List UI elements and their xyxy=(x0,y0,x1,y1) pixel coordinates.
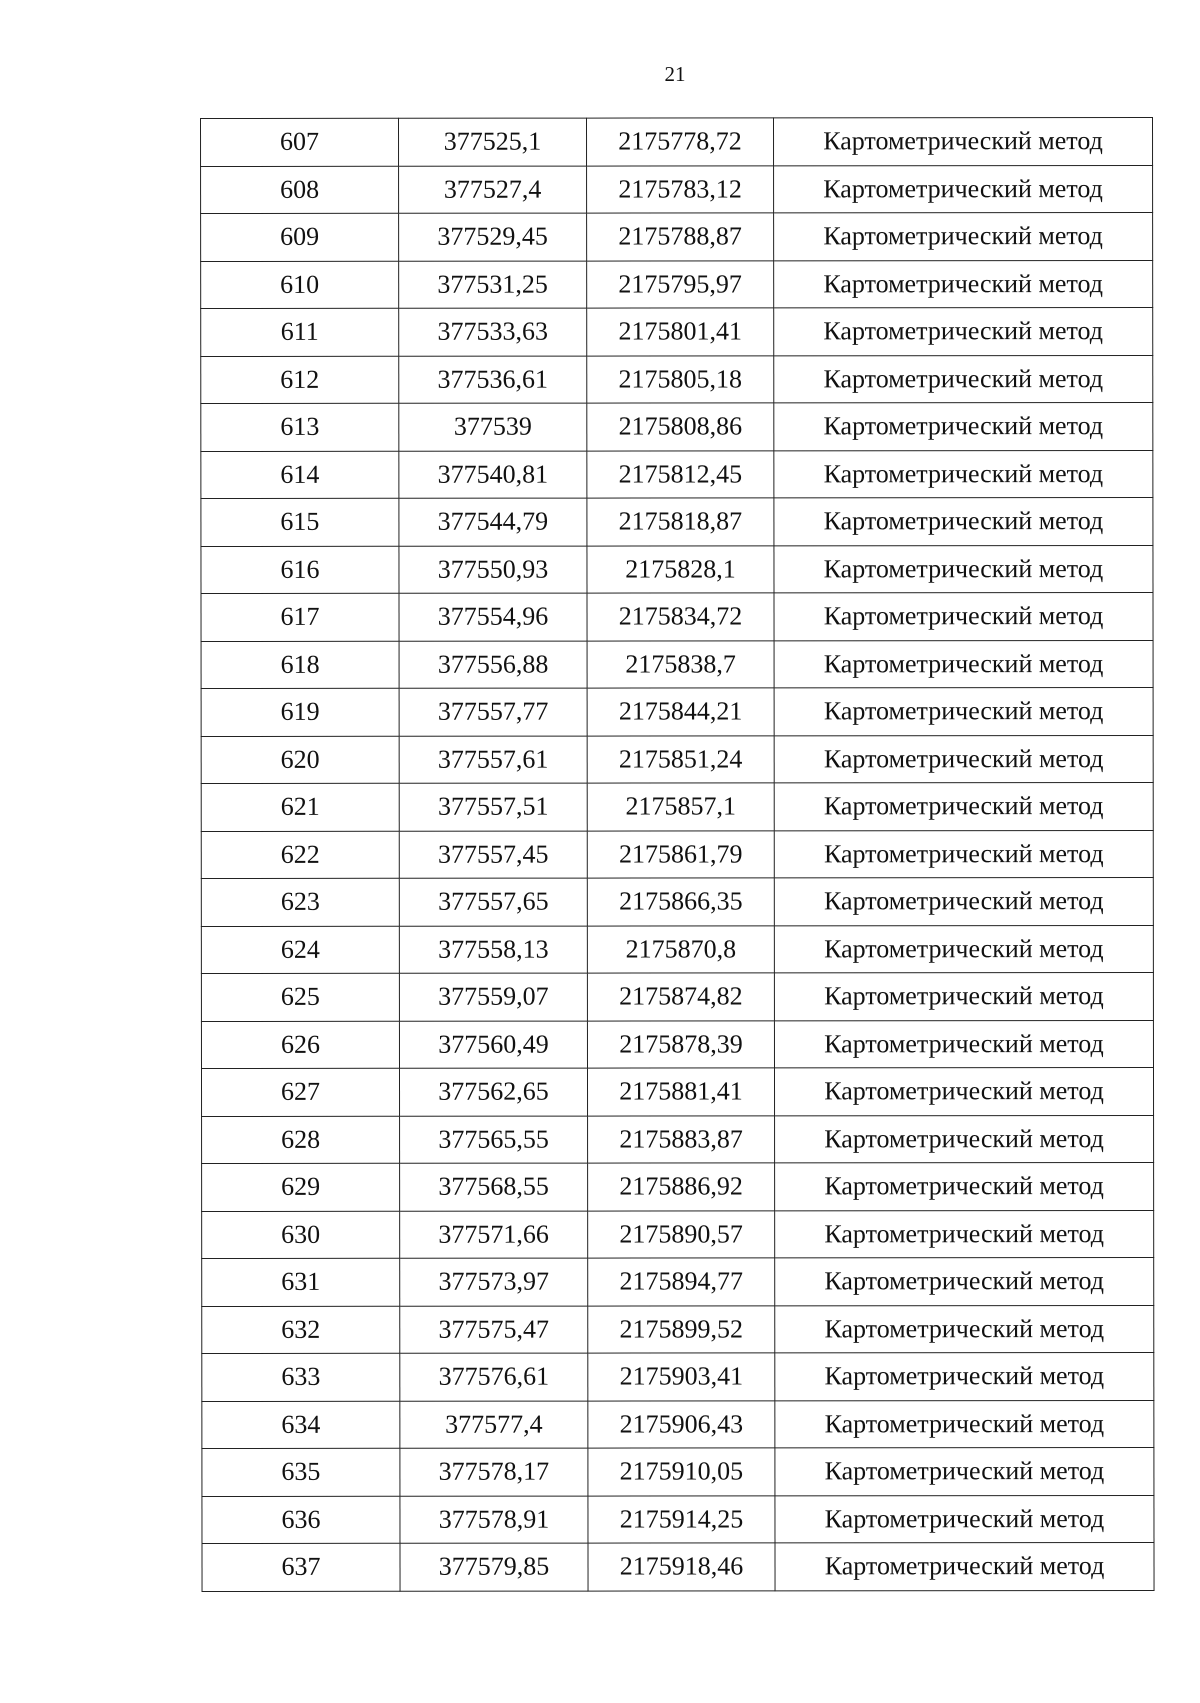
table-row xyxy=(201,735,1153,783)
table-row xyxy=(201,450,1153,498)
method-cell: Картометрический метод xyxy=(775,1210,1154,1258)
x-coordinate-cell: 377562,65 xyxy=(399,1068,587,1116)
table-row xyxy=(201,1020,1153,1068)
y-coordinate-cell: 2175808,86 xyxy=(587,403,774,451)
method-cell: Картометрический метод xyxy=(774,1020,1153,1068)
y-coordinate-cell: 2175906,43 xyxy=(588,1400,775,1448)
x-coordinate-cell: 377525,1 xyxy=(399,118,587,166)
table-row xyxy=(201,355,1153,403)
y-coordinate-cell: 2175878,39 xyxy=(587,1020,774,1068)
y-coordinate-cell: 2175866,35 xyxy=(587,878,774,926)
y-coordinate-cell: 2175870,8 xyxy=(587,925,774,973)
x-coordinate-cell: 377571,66 xyxy=(400,1211,588,1259)
y-coordinate-cell: 2175818,87 xyxy=(587,498,774,546)
point-number-cell: 636 xyxy=(202,1496,400,1544)
point-number-cell: 631 xyxy=(202,1258,400,1306)
y-coordinate-cell: 2175883,87 xyxy=(588,1115,775,1163)
method-cell: Картометрический метод xyxy=(774,118,1153,166)
page-number: 21 xyxy=(664,62,686,86)
y-coordinate-cell: 2175894,77 xyxy=(588,1258,775,1306)
point-number-cell: 607 xyxy=(201,118,399,166)
point-number-cell: 628 xyxy=(202,1116,400,1164)
table-row xyxy=(202,1400,1154,1448)
y-coordinate-cell: 2175861,79 xyxy=(587,830,774,878)
point-number-cell: 622 xyxy=(201,831,399,879)
point-number-cell: 619 xyxy=(201,688,399,736)
method-cell: Картометрический метод xyxy=(774,593,1153,641)
point-number-cell: 611 xyxy=(201,308,399,356)
method-cell: Картометрический метод xyxy=(775,1543,1154,1591)
y-coordinate-cell: 2175844,21 xyxy=(587,688,774,736)
table-row xyxy=(201,165,1153,213)
y-coordinate-cell: 2175805,18 xyxy=(587,355,774,403)
table-row xyxy=(202,1210,1154,1258)
x-coordinate-cell: 377531,25 xyxy=(399,261,587,309)
method-cell: Картометрический метод xyxy=(774,973,1153,1021)
x-coordinate-cell: 377529,45 xyxy=(399,213,587,261)
y-coordinate-cell: 2175903,41 xyxy=(588,1353,775,1401)
x-coordinate-cell: 377556,88 xyxy=(399,641,587,689)
table-row xyxy=(201,403,1153,451)
point-number-cell: 633 xyxy=(202,1353,400,1401)
x-coordinate-cell: 377575,47 xyxy=(400,1306,588,1354)
point-number-cell: 634 xyxy=(202,1401,400,1449)
y-coordinate-cell: 2175851,24 xyxy=(587,735,774,783)
method-cell: Картометрический метод xyxy=(774,735,1153,783)
table-row xyxy=(202,1543,1154,1591)
method-cell: Картометрический метод xyxy=(774,640,1153,688)
x-coordinate-cell: 377568,55 xyxy=(400,1163,588,1211)
point-number-cell: 629 xyxy=(202,1163,400,1211)
table-row xyxy=(202,1495,1154,1543)
table-row xyxy=(202,1163,1154,1211)
table-row xyxy=(201,593,1153,641)
table-row xyxy=(201,213,1153,261)
point-number-cell: 609 xyxy=(201,213,399,261)
table-row xyxy=(201,688,1153,736)
x-coordinate-cell: 377557,45 xyxy=(399,831,587,879)
method-cell: Картометрический метод xyxy=(774,688,1153,736)
x-coordinate-cell: 377579,85 xyxy=(400,1543,588,1591)
x-coordinate-cell: 377560,49 xyxy=(399,1021,587,1069)
point-number-cell: 620 xyxy=(201,736,399,784)
method-cell: Картометрический метод xyxy=(774,830,1153,878)
method-cell: Картометрический метод xyxy=(774,213,1153,261)
method-cell: Картометрический метод xyxy=(774,783,1153,831)
point-number-cell: 616 xyxy=(201,546,399,594)
table-row xyxy=(202,1305,1154,1353)
method-cell: Картометрический метод xyxy=(774,545,1153,593)
y-coordinate-cell: 2175914,25 xyxy=(588,1495,775,1543)
method-cell: Картометрический метод xyxy=(775,1115,1154,1163)
x-coordinate-cell: 377557,65 xyxy=(399,878,587,926)
y-coordinate-cell: 2175788,87 xyxy=(587,213,774,261)
method-cell: Картометрический метод xyxy=(775,1495,1154,1543)
x-coordinate-cell: 377557,51 xyxy=(399,783,587,831)
point-number-cell: 626 xyxy=(201,1021,399,1069)
y-coordinate-cell: 2175783,12 xyxy=(587,165,774,213)
table-row xyxy=(201,783,1153,831)
y-coordinate-cell: 2175778,72 xyxy=(587,118,774,166)
x-coordinate-cell: 377557,77 xyxy=(399,688,587,736)
point-number-cell: 632 xyxy=(202,1306,400,1354)
method-cell: Картометрический метод xyxy=(774,308,1153,356)
table-row xyxy=(201,973,1153,1021)
table-row xyxy=(202,1115,1154,1163)
x-coordinate-cell: 377554,96 xyxy=(399,593,587,641)
method-cell: Картометрический метод xyxy=(774,403,1153,451)
method-cell: Картометрический метод xyxy=(774,165,1153,213)
point-number-cell: 623 xyxy=(201,878,399,926)
x-coordinate-cell: 377550,93 xyxy=(399,546,587,594)
y-coordinate-cell: 2175857,1 xyxy=(587,783,774,831)
x-coordinate-cell: 377578,91 xyxy=(400,1496,588,1544)
coordinates-table-body xyxy=(201,118,1155,1591)
method-cell: Картометрический метод xyxy=(774,498,1153,546)
x-coordinate-cell: 377557,61 xyxy=(399,736,587,784)
point-number-cell: 621 xyxy=(201,783,399,831)
table-row xyxy=(201,925,1153,973)
point-number-cell: 624 xyxy=(201,926,399,974)
x-coordinate-cell: 377578,17 xyxy=(400,1448,588,1496)
table-row xyxy=(201,118,1153,166)
y-coordinate-cell: 2175890,57 xyxy=(588,1210,775,1258)
method-cell: Картометрический метод xyxy=(775,1163,1154,1211)
method-cell: Картометрический метод xyxy=(774,1068,1153,1116)
table-row xyxy=(201,1068,1153,1116)
point-number-cell: 610 xyxy=(201,261,399,309)
x-coordinate-cell: 377539 xyxy=(399,403,587,451)
table-row xyxy=(201,878,1153,926)
method-cell: Картометрический метод xyxy=(775,1305,1154,1353)
y-coordinate-cell: 2175874,82 xyxy=(587,973,774,1021)
x-coordinate-cell: 377536,61 xyxy=(399,356,587,404)
point-number-cell: 612 xyxy=(201,356,399,404)
x-coordinate-cell: 377544,79 xyxy=(399,498,587,546)
method-cell: Картометрический метод xyxy=(775,1258,1154,1306)
table-row xyxy=(202,1448,1154,1496)
method-cell: Картометрический метод xyxy=(774,878,1153,926)
y-coordinate-cell: 2175838,7 xyxy=(587,640,774,688)
point-number-cell: 618 xyxy=(201,641,399,689)
point-number-cell: 637 xyxy=(202,1543,400,1591)
y-coordinate-cell: 2175834,72 xyxy=(587,593,774,641)
point-number-cell: 627 xyxy=(201,1068,399,1116)
table-row xyxy=(201,308,1153,356)
point-number-cell: 614 xyxy=(201,451,399,499)
x-coordinate-cell: 377565,55 xyxy=(400,1116,588,1164)
method-cell: Картометрический метод xyxy=(774,260,1153,308)
y-coordinate-cell: 2175812,45 xyxy=(587,450,774,498)
x-coordinate-cell: 377558,13 xyxy=(399,926,587,974)
point-number-cell: 613 xyxy=(201,403,399,451)
method-cell: Картометрический метод xyxy=(774,925,1153,973)
x-coordinate-cell: 377527,4 xyxy=(399,166,587,214)
x-coordinate-cell: 377533,63 xyxy=(399,308,587,356)
point-number-cell: 615 xyxy=(201,498,399,546)
method-cell: Картометрический метод xyxy=(774,355,1153,403)
method-cell: Картометрический метод xyxy=(775,1448,1154,1496)
point-number-cell: 617 xyxy=(201,593,399,641)
y-coordinate-cell: 2175910,05 xyxy=(588,1448,775,1496)
table-row xyxy=(202,1353,1154,1401)
method-cell: Картометрический метод xyxy=(775,1353,1154,1401)
method-cell: Картометрический метод xyxy=(775,1400,1154,1448)
table-row xyxy=(201,830,1153,878)
y-coordinate-cell: 2175886,92 xyxy=(588,1163,775,1211)
y-coordinate-cell: 2175918,46 xyxy=(588,1543,775,1591)
table-row xyxy=(201,260,1153,308)
y-coordinate-cell: 2175899,52 xyxy=(588,1305,775,1353)
y-coordinate-cell: 2175795,97 xyxy=(587,260,774,308)
x-coordinate-cell: 377559,07 xyxy=(399,973,587,1021)
x-coordinate-cell: 377576,61 xyxy=(400,1353,588,1401)
y-coordinate-cell: 2175828,1 xyxy=(587,545,774,593)
table-row xyxy=(201,545,1153,593)
point-number-cell: 625 xyxy=(201,973,399,1021)
x-coordinate-cell: 377573,97 xyxy=(400,1258,588,1306)
y-coordinate-cell: 2175801,41 xyxy=(587,308,774,356)
point-number-cell: 608 xyxy=(201,166,399,214)
table-row xyxy=(201,640,1153,688)
x-coordinate-cell: 377540,81 xyxy=(399,451,587,499)
y-coordinate-cell: 2175881,41 xyxy=(587,1068,774,1116)
point-number-cell: 635 xyxy=(202,1448,400,1496)
table-row xyxy=(201,498,1153,546)
table-row xyxy=(202,1258,1154,1306)
coordinates-table xyxy=(200,117,1155,1591)
method-cell: Картометрический метод xyxy=(774,450,1153,498)
x-coordinate-cell: 377577,4 xyxy=(400,1401,588,1449)
point-number-cell: 630 xyxy=(202,1211,400,1259)
